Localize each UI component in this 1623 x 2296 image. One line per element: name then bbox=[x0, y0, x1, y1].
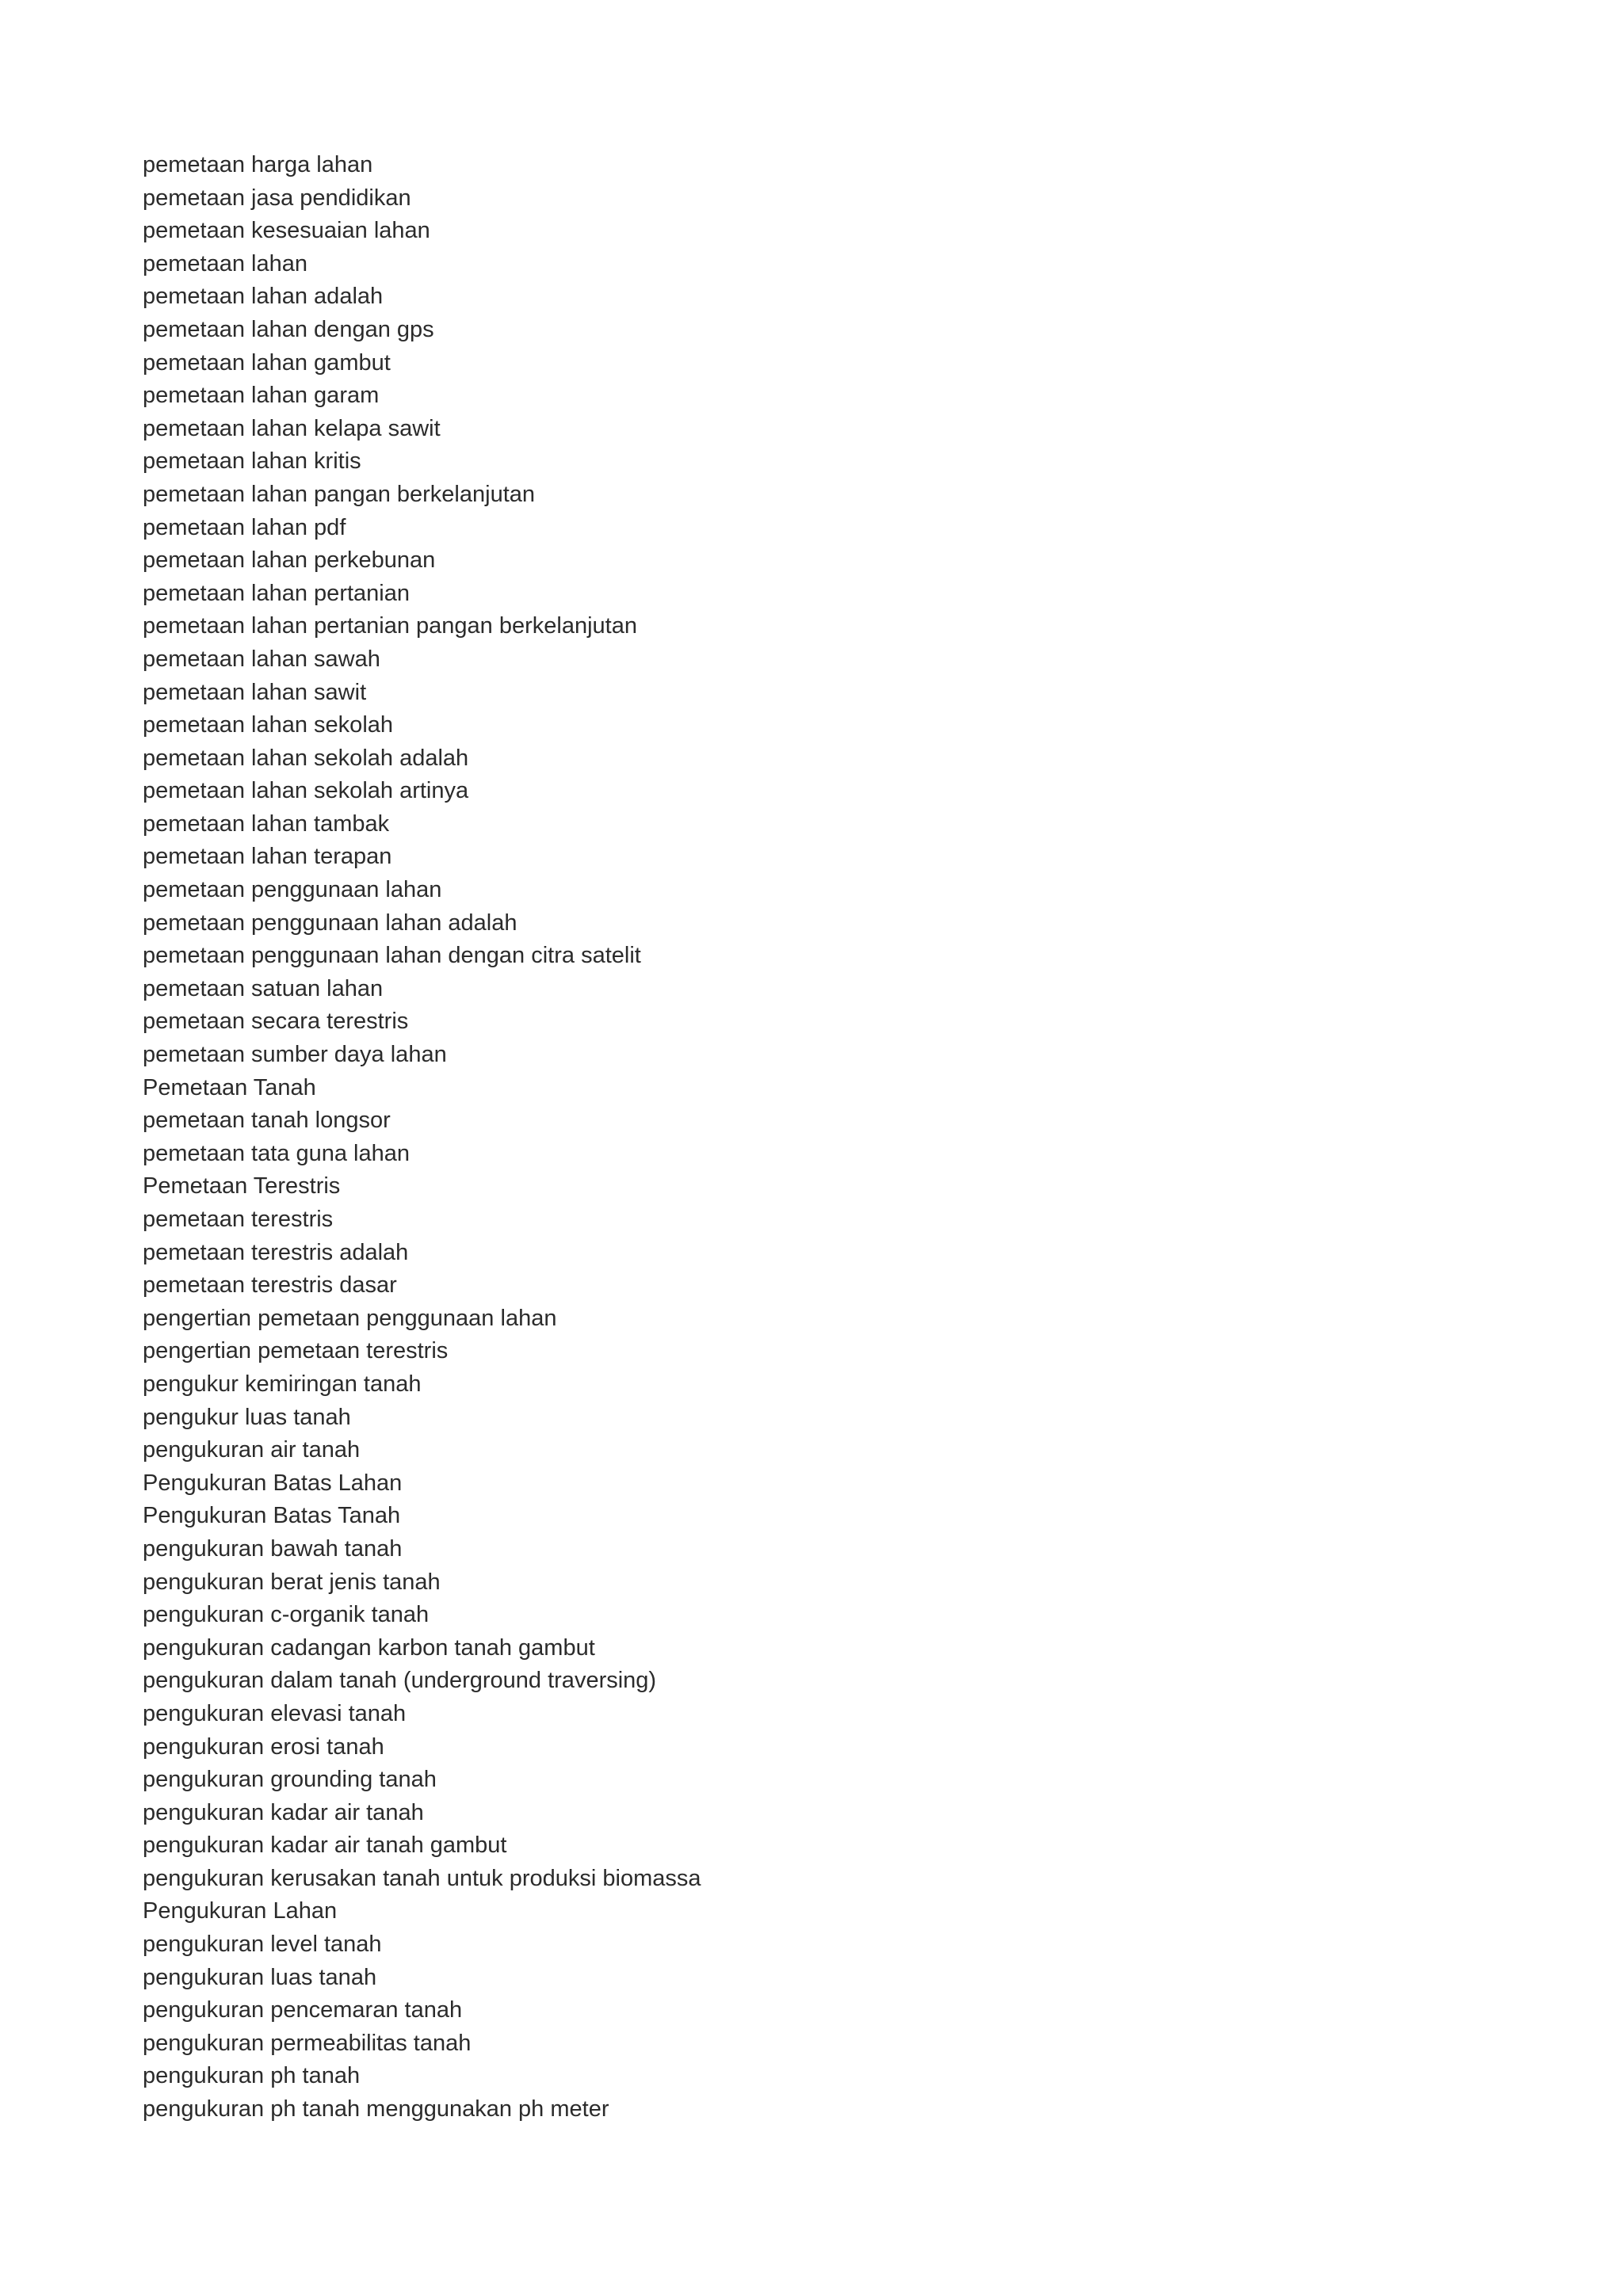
keyword-list-item: Pengukuran Lahan bbox=[143, 1898, 338, 1924]
keyword-list-item: pemetaan lahan bbox=[143, 250, 307, 277]
keyword-list-item: pemetaan penggunaan lahan bbox=[143, 877, 442, 903]
keyword-list-item: pengukuran level tanah bbox=[143, 1932, 382, 1958]
keyword-list-item: Pengukuran Batas Lahan bbox=[143, 1470, 403, 1496]
keyword-list-item: pengertian pemetaan terestris bbox=[143, 1338, 449, 1364]
keyword-list-item: pengukuran erosi tanah bbox=[143, 1733, 384, 1760]
keyword-list-item: pemetaan lahan sawah bbox=[143, 646, 380, 672]
keyword-list-item: pengukuran pencemaran tanah bbox=[143, 1997, 463, 2023]
keyword-list-item: pemetaan lahan gambut bbox=[143, 349, 391, 376]
keyword-list-item: pemetaan terestris bbox=[143, 1207, 334, 1232]
keyword-list-item: pengukuran cadangan karbon tanah gambut bbox=[143, 1634, 595, 1661]
keyword-list-item: pemetaan jasa pendidikan bbox=[143, 185, 411, 211]
keyword-list-item: pemetaan lahan sekolah bbox=[143, 712, 394, 738]
keyword-list-item: pengukuran luas tanah bbox=[143, 1964, 377, 1990]
keyword-list-item: pemetaan lahan sekolah adalah bbox=[143, 745, 469, 771]
keyword-list-item: pengukuran elevasi tanah bbox=[143, 1700, 407, 1726]
keyword-list-item: pemetaan lahan dengan gps bbox=[143, 316, 434, 342]
keyword-list-item: pengukuran grounding tanah bbox=[143, 1767, 437, 1793]
keyword-list-item: pemetaan lahan sawit bbox=[143, 679, 367, 705]
keyword-list-item: pengukuran bawah tanah bbox=[143, 1535, 403, 1562]
keyword-list-item: pemetaan penggunaan lahan dengan citra satelit bbox=[143, 943, 641, 969]
keyword-list-item: pengukuran c-organik tanah bbox=[143, 1602, 430, 1628]
keyword-list-item: pemetaan penggunaan lahan adalah bbox=[143, 910, 517, 936]
keyword-list-item: pemetaan lahan garam bbox=[143, 383, 380, 409]
keyword-list-item: pemetaan lahan sekolah artinya bbox=[143, 778, 469, 804]
keyword-list-item: pemetaan lahan adalah bbox=[143, 284, 384, 310]
keyword-list-item: pengukuran ph tanah bbox=[143, 2063, 361, 2089]
keyword-list-item: pengertian pemetaan penggunaan lahan bbox=[143, 1305, 557, 1331]
keyword-list-item: pengukuran kadar air tanah bbox=[143, 1799, 424, 1825]
keyword-list-item: pengukuran kerusakan tanah untuk produksi biomassa bbox=[143, 1865, 701, 1891]
keyword-list-item: Pengukuran Batas Tanah bbox=[143, 1503, 401, 1529]
keyword-list-item: Pemetaan Terestris bbox=[143, 1173, 341, 1199]
keyword-list-item: pengukur luas tanah bbox=[143, 1404, 351, 1430]
keyword-list-item: pemetaan terestris dasar bbox=[143, 1272, 397, 1299]
keyword-list-item: pemetaan terestris adalah bbox=[143, 1239, 409, 1265]
keyword-list-item: pemetaan lahan terapan bbox=[143, 844, 392, 870]
keyword-list-item: pengukuran dalam tanah (underground traversing) bbox=[143, 1668, 657, 1694]
keyword-list-item: pemetaan lahan pdf bbox=[143, 514, 346, 540]
keyword-list-item: pemetaan harga lahan bbox=[143, 152, 373, 177]
keyword-list-item: pemetaan lahan kelapa sawit bbox=[143, 415, 441, 441]
keyword-list bbox=[143, 149, 701, 2126]
keyword-list-item: pengukur kemiringan tanah bbox=[143, 1371, 422, 1397]
keyword-list-item: pemetaan lahan kritis bbox=[143, 448, 361, 475]
keyword-list-item: pemetaan kesesuaian lahan bbox=[143, 218, 430, 244]
keyword-list-item: Pemetaan Tanah bbox=[143, 1074, 316, 1100]
keyword-list-item: pemetaan lahan perkebunan bbox=[143, 547, 436, 574]
keyword-list-item: pemetaan sumber daya lahan bbox=[143, 1042, 447, 1068]
keyword-list-item: pemetaan tanah longsor bbox=[143, 1108, 391, 1134]
keyword-list-item: pemetaan tata guna lahan bbox=[143, 1140, 410, 1166]
keyword-list-item: pemetaan satuan lahan bbox=[143, 975, 384, 1001]
keyword-list-item: pengukuran kadar air tanah gambut bbox=[143, 1833, 507, 1859]
keyword-list-item: pemetaan lahan pangan berkelanjutan bbox=[143, 481, 536, 507]
keyword-list-item: pemetaan lahan pertanian pangan berkelanjutan bbox=[143, 613, 637, 639]
keyword-list-item: pengukuran ph tanah menggunakan ph meter bbox=[143, 2096, 609, 2122]
keyword-list-item: pengukuran berat jenis tanah bbox=[143, 1569, 441, 1595]
keyword-list-item: pemetaan lahan tambak bbox=[143, 810, 390, 837]
keyword-list-item: pemetaan lahan pertanian bbox=[143, 580, 410, 606]
keyword-list-item: pengukuran air tanah bbox=[143, 1437, 361, 1463]
keyword-list-item: pemetaan secara terestris bbox=[143, 1009, 409, 1035]
keyword-list-item: pengukuran permeabilitas tanah bbox=[143, 2030, 472, 2056]
